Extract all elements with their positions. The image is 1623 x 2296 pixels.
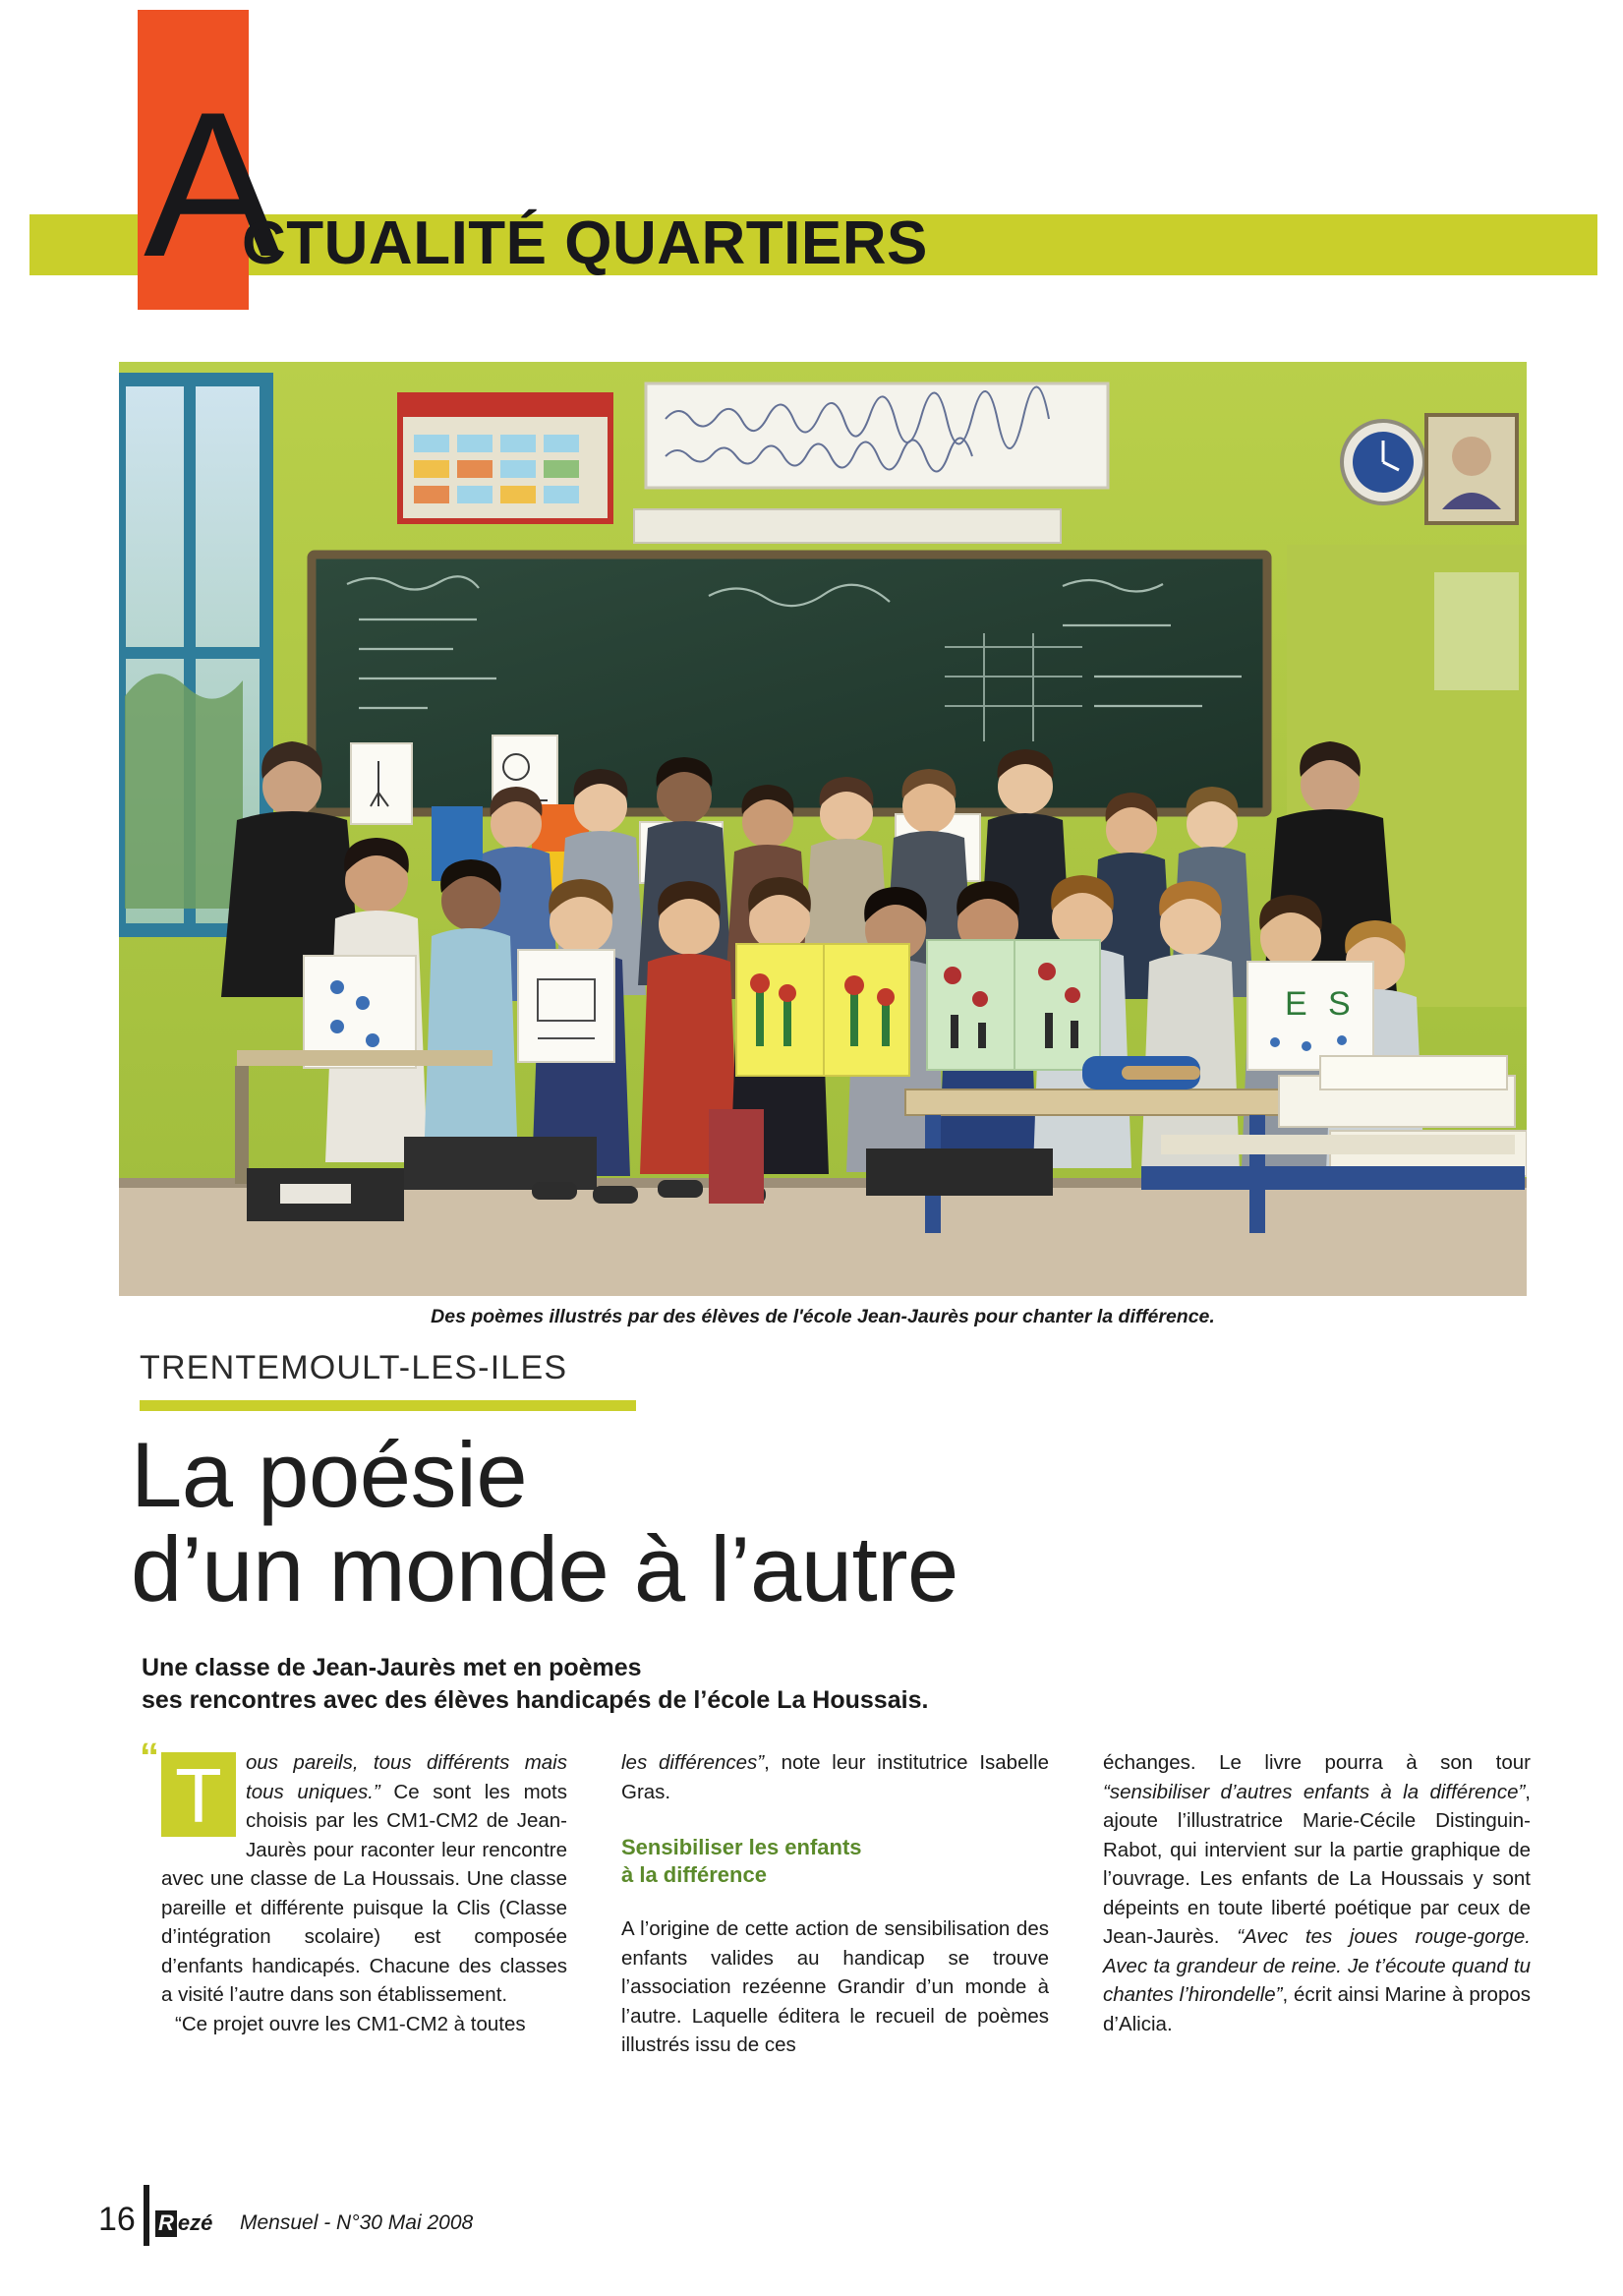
masthead: [0, 0, 1623, 334]
page-number: 16: [98, 2201, 136, 2238]
headline-line-1: La poésie: [131, 1423, 528, 1526]
quote-text: “sensibiliser d’autres enfants à la différence”: [1103, 1780, 1526, 1803]
masthead-dropcap-letter: A: [144, 69, 278, 300]
classroom-photo-image: [119, 362, 1527, 1296]
quote-text: “Avec tes joues rouge-gorge. Avec ta grandeur de reine. Je t’écoute quand tu chantes l’hirondelle”: [1103, 1925, 1531, 2006]
article-body: [140, 1736, 1532, 2201]
publication-brand: [155, 2210, 212, 2237]
svg-text:E: E: [1285, 985, 1307, 1023]
paragraph-text: , ajoute l’illustratrice Marie-Cécile Distinguin-Rabot, qui intervient sur la partie graphique de l’ouvrage. Les enfants de La Houssais y sont dépeints en toute liberté poétique par ceux de Jean-Jaurès.: [1103, 1780, 1531, 1948]
paragraph: [1103, 1748, 1531, 2038]
paragraph-text: , note leur institutrice Isabelle Gras.: [621, 1751, 1049, 1803]
kicker-rule: [140, 1400, 636, 1411]
classroom-photo-svg: [119, 362, 1527, 1296]
article-column-3: [1103, 1748, 1531, 2038]
paragraph-text: Ce sont les mots choisis par les CM1-CM2 de Jean-Jaurès pour raconter leur rencontre avec une classe de La Houssais. Une classe pareille et différente puisque la Clis (Classe d’intégration scolaire) est composée d’enfants handicapés. Chacune des classes a visité l’autre dans son établissement.: [161, 1780, 567, 2006]
article-column-2: [621, 1748, 1049, 2060]
subhead-line-1: Sensibiliser les enfants: [621, 1835, 862, 1859]
quote-text: les différences”: [621, 1751, 765, 1774]
section-subhead: [621, 1834, 1049, 1889]
paragraph: A l’origine de cette action de sensibilisation des enfants valides au handicap se trouve l’association rezéenne Grandir d’un monde à l’autre. Laquelle éditera le recueil de poèmes illustrés issu de ces: [621, 1917, 1049, 2056]
brand-rest: ezé: [177, 2210, 213, 2235]
headline-line-2: d’un monde à l’autre: [131, 1517, 958, 1620]
paragraph: [621, 1748, 1049, 1806]
article-column-1: [140, 1736, 567, 2038]
standfirst-line-2: ses rencontres avec des élèves handicapés de l’école La Houssais.: [142, 1686, 929, 1714]
footer-rule: [144, 2185, 149, 2246]
publication-meta: Mensuel - N°30 Mai 2008: [240, 2211, 474, 2234]
paragraph-text: , écrit ainsi Marine à propos d’Alicia.: [1103, 1983, 1532, 2035]
quote-text: ous pareils, tous différents mais tous uniques.”: [246, 1751, 567, 1803]
paragraph-text: échanges. Le livre pourra à son tour: [1103, 1751, 1531, 1774]
photo-caption: Des poèmes illustrés par des élèves de l'école Jean-Jaurès pour chanter la différence.: [431, 1306, 1215, 1327]
section-title: CTUALITÉ QUARTIERS: [242, 209, 928, 277]
svg-text:S: S: [1328, 985, 1351, 1023]
brand-initial: R: [155, 2210, 177, 2237]
opening-quote-mark: “: [140, 1736, 159, 1779]
article-standfirst: [142, 1652, 1223, 1717]
standfirst-line-1: Une classe de Jean-Jaurès met en poèmes: [142, 1654, 642, 1681]
page-title: [131, 1423, 1291, 1620]
paragraph: “Ce projet ouvre les CM1-CM2 à toutes: [175, 2012, 526, 2035]
subhead-line-2: à la différence: [621, 1862, 767, 1887]
article-photo: [119, 362, 1527, 1296]
dropcap: T: [161, 1752, 236, 1837]
article-kicker: TRENTEMOULT-LES-ILES: [140, 1349, 568, 1386]
